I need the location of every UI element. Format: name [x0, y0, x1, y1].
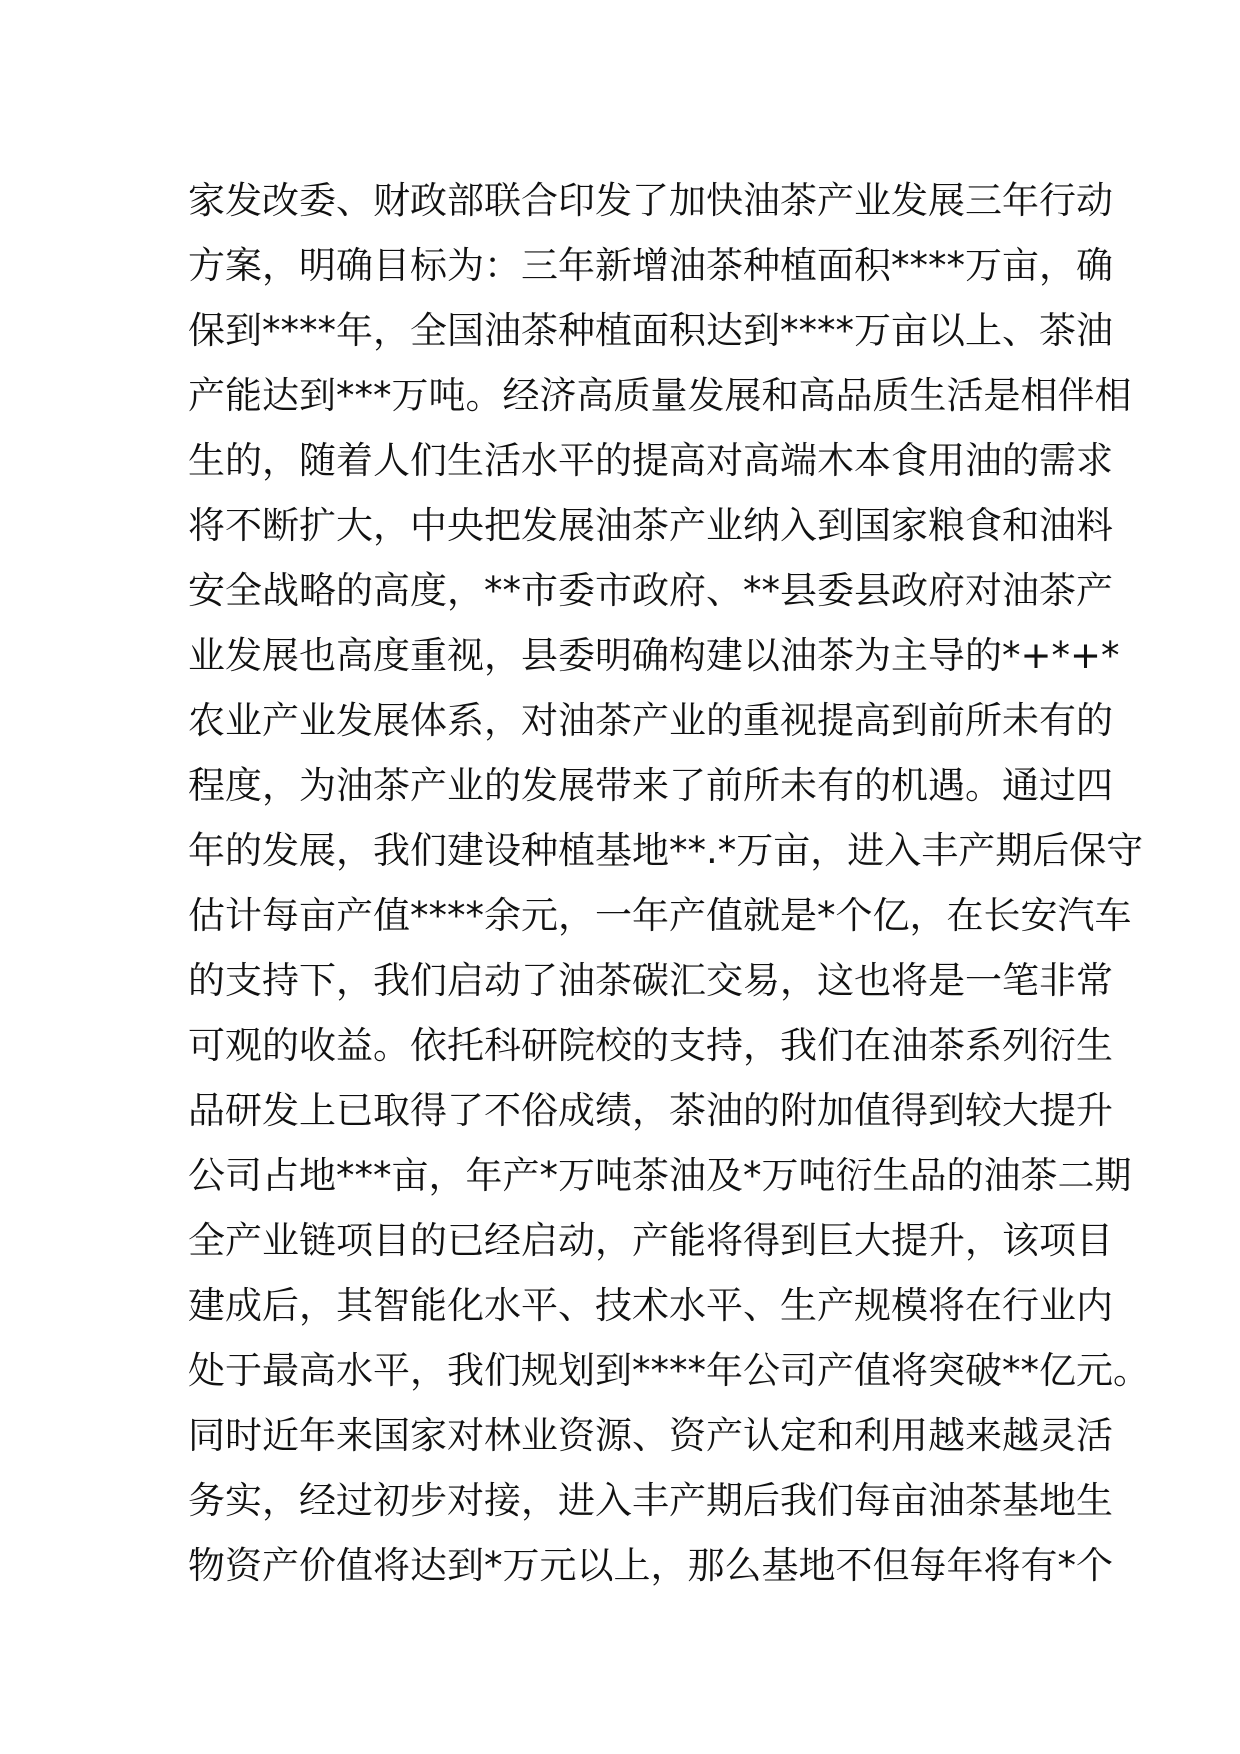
body-text	[188, 168, 1150, 1598]
text-line: 物资产价值将达到*万元以上，那么基地不但每年将有*个	[188, 1544, 1113, 1587]
text-line: 年的发展，我们建设种植基地**.*万亩，进入丰产期后保守	[188, 829, 1144, 872]
text-line: 将不断扩大，中央把发展油茶产业纳入到国家粮食和油料	[188, 504, 1113, 547]
text-line: 务实，经过初步对接，进入丰产期后我们每亩油茶基地生	[188, 1479, 1113, 1522]
text-line: 安全战略的高度，**市委市政府、**县委县政府对油茶产	[188, 569, 1113, 612]
text-line: 估计每亩产值****余元，一年产值就是*个亿，在长安汽车	[188, 894, 1132, 937]
text-line: 方案，明确目标为：三年新增油茶种植面积****万亩，确	[188, 244, 1113, 287]
text-line: 可观的收益。依托科研院校的支持，我们在油茶系列衍生	[188, 1024, 1113, 1067]
text-line: 的支持下，我们启动了油茶碳汇交易，这也将是一笔非常	[188, 959, 1113, 1002]
text-line: 农业产业发展体系，对油茶产业的重视提高到前所未有的	[188, 699, 1113, 742]
text-line: 业发展也高度重视，县委明确构建以油茶为主导的*+*+*	[188, 634, 1120, 677]
text-line: 全产业链项目的已经启动，产能将得到巨大提升，该项目	[188, 1219, 1113, 1262]
text-line: 公司占地***亩，年产*万吨茶油及*万吨衍生品的油茶二期	[188, 1154, 1132, 1197]
text-line: 家发改委、财政部联合印发了加快油茶产业发展三年行动	[188, 179, 1113, 222]
text-line: 品研发上已取得了不俗成绩，茶油的附加值得到较大提升	[188, 1089, 1113, 1132]
text-line: 产能达到***万吨。经济高质量发展和高品质生活是相伴相	[188, 374, 1132, 417]
text-line: 处于最高水平，我们规划到****年公司产值将突破**亿元。	[188, 1349, 1150, 1392]
text-line: 保到****年，全国油茶种植面积达到****万亩以上、茶油	[188, 309, 1113, 352]
text-line: 建成后，其智能化水平、技术水平、生产规模将在行业内	[188, 1284, 1113, 1327]
text-line: 生的，随着人们生活水平的提高对高端木本食用油的需求	[188, 439, 1113, 482]
text-line: 程度，为油茶产业的发展带来了前所未有的机遇。通过四	[188, 764, 1113, 807]
text-line: 同时近年来国家对林业资源、资产认定和利用越来越灵活	[188, 1414, 1113, 1457]
